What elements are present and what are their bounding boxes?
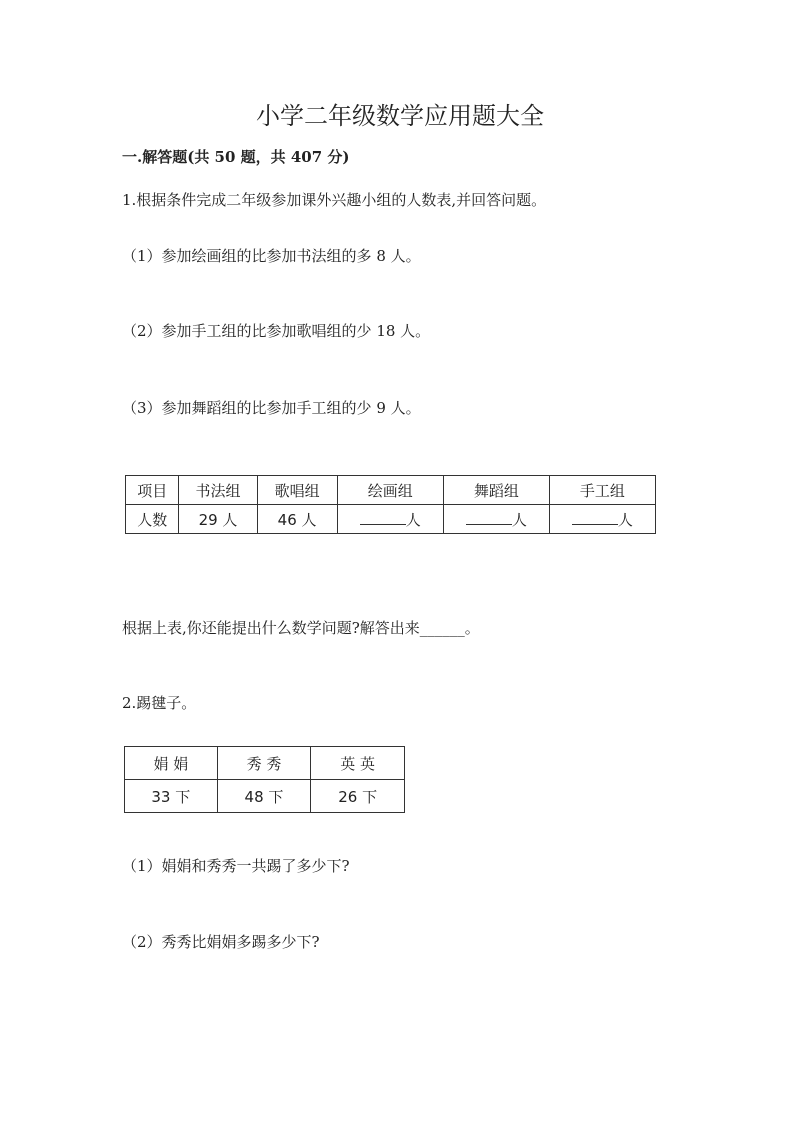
unit-label: 人 (511, 510, 527, 529)
answer-blank[interactable] (466, 510, 512, 525)
table-cell: 26 下 (311, 780, 405, 813)
table-header-cell: 英 英 (311, 747, 405, 780)
table-header-cell: 娟 娟 (125, 747, 218, 780)
interest-group-table (125, 475, 656, 534)
table-header-row (126, 476, 656, 505)
table-header-row (125, 747, 405, 780)
table-header-cell: 项目 (126, 476, 179, 505)
section-heading: 一.解答题(共 50 题，共 407 分) (122, 148, 350, 166)
question-1-stem: 1.根据条件完成二年级参加课外兴趣小组的人数表,并回答问题。 (122, 191, 547, 209)
table-header-cell: 舞蹈组 (443, 476, 549, 505)
table-cell: 46 人 (257, 505, 337, 534)
question-1-followup: 根据上表,你还能提出什么数学问题?解答出来______。 (122, 619, 480, 637)
table-cell: 48 下 (217, 780, 311, 813)
table-row-label: 人数 (126, 505, 179, 534)
answer-blank[interactable] (572, 510, 618, 525)
table-blank-cell[interactable] (337, 505, 443, 534)
table-row (125, 780, 405, 813)
table-header-cell: 绘画组 (337, 476, 443, 505)
question-2-sub-1: （1）娟娟和秀秀一共踢了多少下? (122, 857, 350, 875)
page-title: 小学二年级数学应用题大全 (256, 102, 544, 130)
table-header-cell: 书法组 (179, 476, 257, 505)
question-2-sub-2: （2）秀秀比娟娟多踢多少下? (122, 933, 320, 951)
table-cell: 29 人 (179, 505, 257, 534)
unit-label: 人 (617, 510, 633, 529)
question-2-stem: 2.踢毽子。 (122, 694, 197, 712)
table-row (126, 505, 656, 534)
shuttlecock-table (124, 746, 405, 813)
table-blank-cell[interactable] (549, 505, 655, 534)
table-header-cell: 手工组 (549, 476, 655, 505)
question-1-condition-3: （3）参加舞蹈组的比参加手工组的少 9 人。 (122, 399, 421, 417)
table-header-cell: 歌唱组 (257, 476, 337, 505)
table-header-cell: 秀 秀 (217, 747, 311, 780)
answer-blank[interactable] (360, 510, 406, 525)
table-cell: 33 下 (125, 780, 218, 813)
table-blank-cell[interactable] (443, 505, 549, 534)
question-1-condition-2: （2）参加手工组的比参加歌唱组的少 18 人。 (122, 322, 431, 340)
question-1-condition-1: （1）参加绘画组的比参加书法组的多 8 人。 (122, 247, 421, 265)
unit-label: 人 (405, 510, 421, 529)
